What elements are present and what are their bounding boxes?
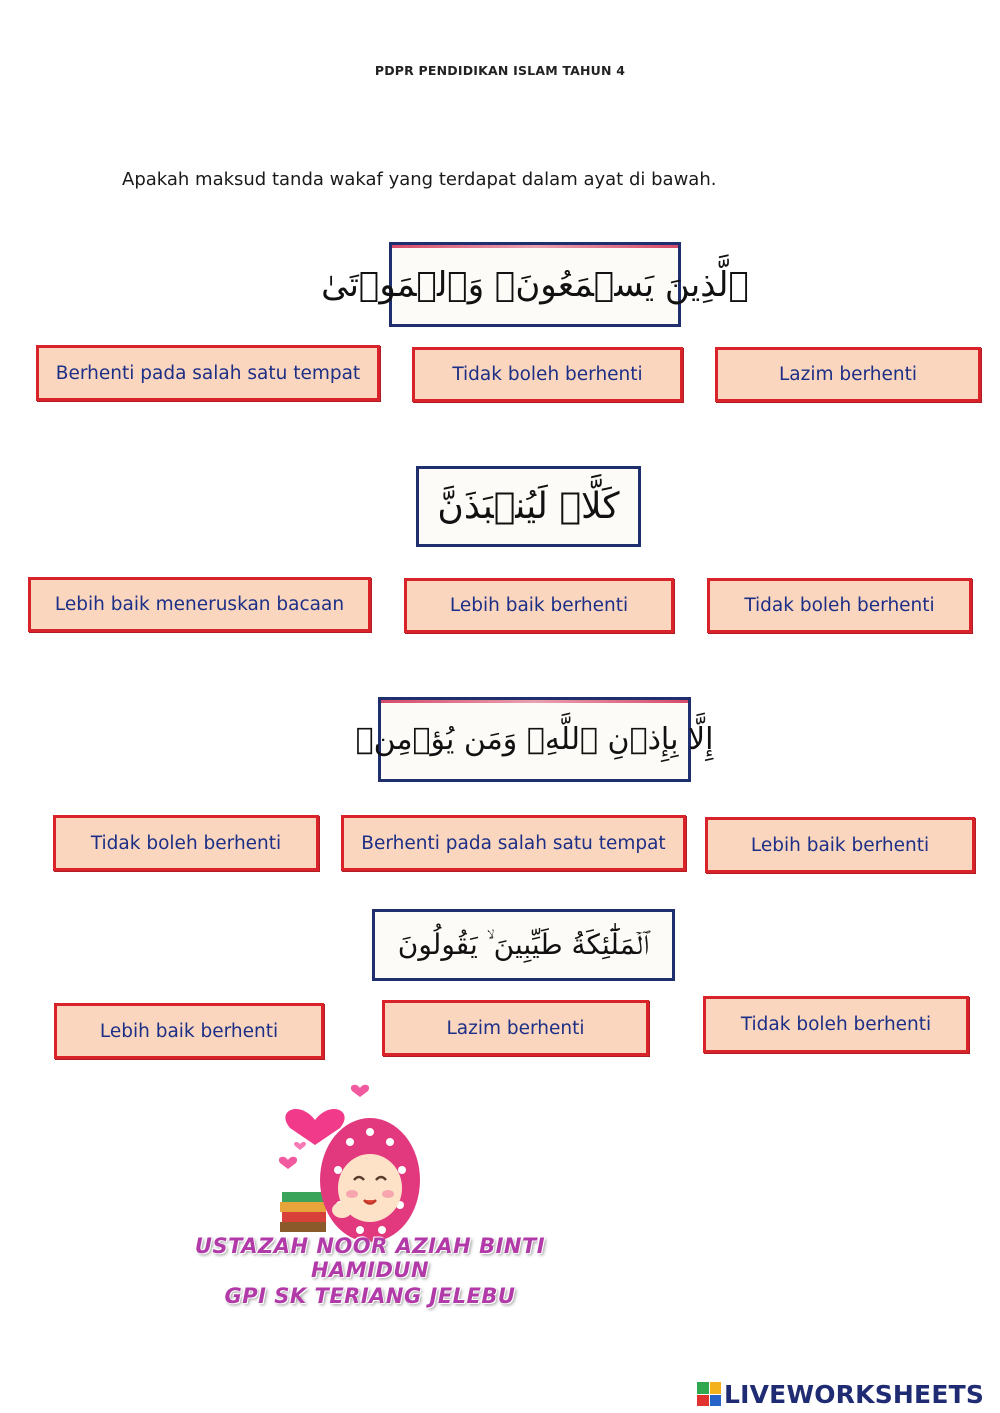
verse-box-2 <box>416 466 641 547</box>
q1-option-3[interactable]: Lazim berhenti <box>715 347 981 402</box>
verse-box-4 <box>372 909 675 981</box>
verse-top-stripe <box>381 700 688 703</box>
q4-option-3[interactable]: Tidak boleh berhenti <box>703 996 969 1053</box>
verse-arabic-3: إِلَّا بِإِذۡنِ ٱللَّهِۗ وَمَن يُؤۡمِنۢ <box>355 722 714 757</box>
q1-option-1[interactable]: Berhenti pada salah satu tempat <box>36 345 380 401</box>
q2-option-2[interactable]: Lebih baik berhenti <box>404 578 674 633</box>
q3-option-1[interactable]: Tidak boleh berhenti <box>53 815 319 871</box>
verse-box-1 <box>321 242 749 327</box>
heart-icon <box>279 1157 297 1169</box>
q2-option-1[interactable]: Lebih baik meneruskan bacaan <box>28 577 371 632</box>
verse-arabic-4: ٱلۡمَلَٰٓئِكَةُ طَيِّبِينَ ۙ يَقُولُونَ <box>397 928 650 961</box>
verse-top-stripe <box>392 245 678 248</box>
author-name: USTAZAH NOOR AZIAH BINTI HAMIDUN <box>194 1234 546 1282</box>
hijab-girl-illustration <box>270 1080 420 1250</box>
q2-option-3[interactable]: Tidak boleh berhenti <box>707 578 972 633</box>
brand-text: LIVEWORKSHEETS <box>724 1379 985 1409</box>
author-school: GPI SK TERIANG JELEBU <box>224 1284 516 1308</box>
heart-icon <box>294 1142 306 1150</box>
heart-icon <box>351 1085 369 1097</box>
brand-logo-icon <box>697 1382 721 1406</box>
liveworksheets-logo <box>697 1377 984 1411</box>
verse-box-3 <box>355 697 714 782</box>
verse-arabic-1: ٱلَّذِينَ يَسۡمَعُونَۘ وَٱلۡمَوۡتَىٰ <box>321 264 749 305</box>
question-text: Apakah maksud tanda wakaf yang terdapat dalam ayat di bawah. <box>122 169 717 190</box>
verse-arabic-2: كَلَّاۖ لَيُنۢبَذَنَّ <box>437 486 620 527</box>
q4-option-1[interactable]: Lebih baik berhenti <box>54 1003 324 1059</box>
q3-option-2[interactable]: Berhenti pada salah satu tempat <box>341 815 686 871</box>
page-title: PDPR PENDIDIKAN ISLAM TAHUN 4 <box>374 63 626 78</box>
q4-option-2[interactable]: Lazim berhenti <box>382 1000 649 1056</box>
q1-option-2[interactable]: Tidak boleh berhenti <box>412 347 683 402</box>
q3-option-3[interactable]: Lebih baik berhenti <box>705 817 975 873</box>
